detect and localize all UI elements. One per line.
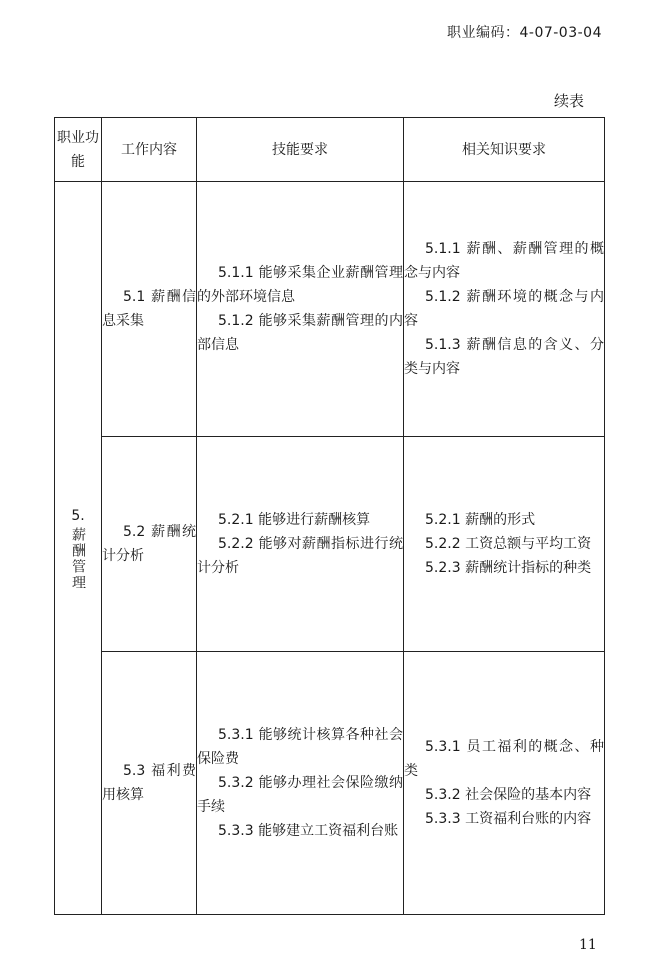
skill-item: 5.1.1 能够采集企业薪酬管理的外部环境信息 <box>197 265 403 305</box>
knowledge-item: 5.3.1 员工福利的概念、种类 <box>404 739 604 779</box>
skill-item: 5.1.2 能够采集薪酬管理的内部信息 <box>197 313 403 353</box>
work-content-cell <box>102 652 197 915</box>
skill-item: 5.3.1 能够统计核算各种社会保险费 <box>197 727 403 767</box>
knowledge-cell <box>404 652 605 915</box>
skills-cell <box>197 652 404 915</box>
table-row <box>55 437 605 652</box>
work-content: 5.2 薪酬统计分析 <box>102 524 196 564</box>
function-cell <box>55 182 102 915</box>
page-number: 11 <box>579 937 597 953</box>
work-content-cell <box>102 182 197 437</box>
function-name: 薪酬管理 <box>70 527 86 591</box>
knowledge-cell <box>404 437 605 652</box>
header-row <box>55 118 605 182</box>
occupation-code: 职业编码：4-07-03-04 <box>446 25 602 41</box>
skill-item: 5.2.2 能够对薪酬指标进行统计分析 <box>197 536 403 576</box>
table-row <box>55 652 605 915</box>
knowledge-item: 5.3.2 社会保险的基本内容 <box>425 787 592 803</box>
skills-cell <box>197 182 404 437</box>
header-knowledge-requirements: 相关知识要求 <box>404 118 605 182</box>
knowledge-item: 5.1.2 薪酬环境的概念与内容 <box>404 289 604 329</box>
knowledge-item: 5.2.2 工资总额与平均工资 <box>425 536 592 552</box>
work-content-cell <box>102 437 197 652</box>
continuation-label: 续表 <box>553 92 584 110</box>
knowledge-cell <box>404 182 605 437</box>
knowledge-item: 5.3.3 工资福利台账的内容 <box>425 811 592 827</box>
knowledge-item: 5.2.3 薪酬统计指标的种类 <box>425 560 592 576</box>
table-row <box>55 182 605 437</box>
skill-item: 5.3.2 能够办理社会保险缴纳手续 <box>197 775 403 815</box>
header-skill-requirements: 技能要求 <box>197 118 404 182</box>
knowledge-item: 5.2.1 薪酬的形式 <box>425 512 536 528</box>
skills-table <box>54 117 605 915</box>
work-content: 5.3 福利费用核算 <box>102 763 196 803</box>
work-content: 5.1 薪酬信息采集 <box>102 289 196 329</box>
header-work-content: 工作内容 <box>102 118 197 182</box>
knowledge-item: 5.1.1 薪酬、薪酬管理的概念与内容 <box>404 241 604 281</box>
function-number: 5. <box>71 508 85 524</box>
skills-cell <box>197 437 404 652</box>
knowledge-item: 5.1.3 薪酬信息的含义、分类与内容 <box>404 337 604 377</box>
header-function: 职业功能 <box>55 118 102 182</box>
skill-item: 5.3.3 能够建立工资福利台账 <box>218 823 399 839</box>
skill-item: 5.2.1 能够进行薪酬核算 <box>218 512 371 528</box>
